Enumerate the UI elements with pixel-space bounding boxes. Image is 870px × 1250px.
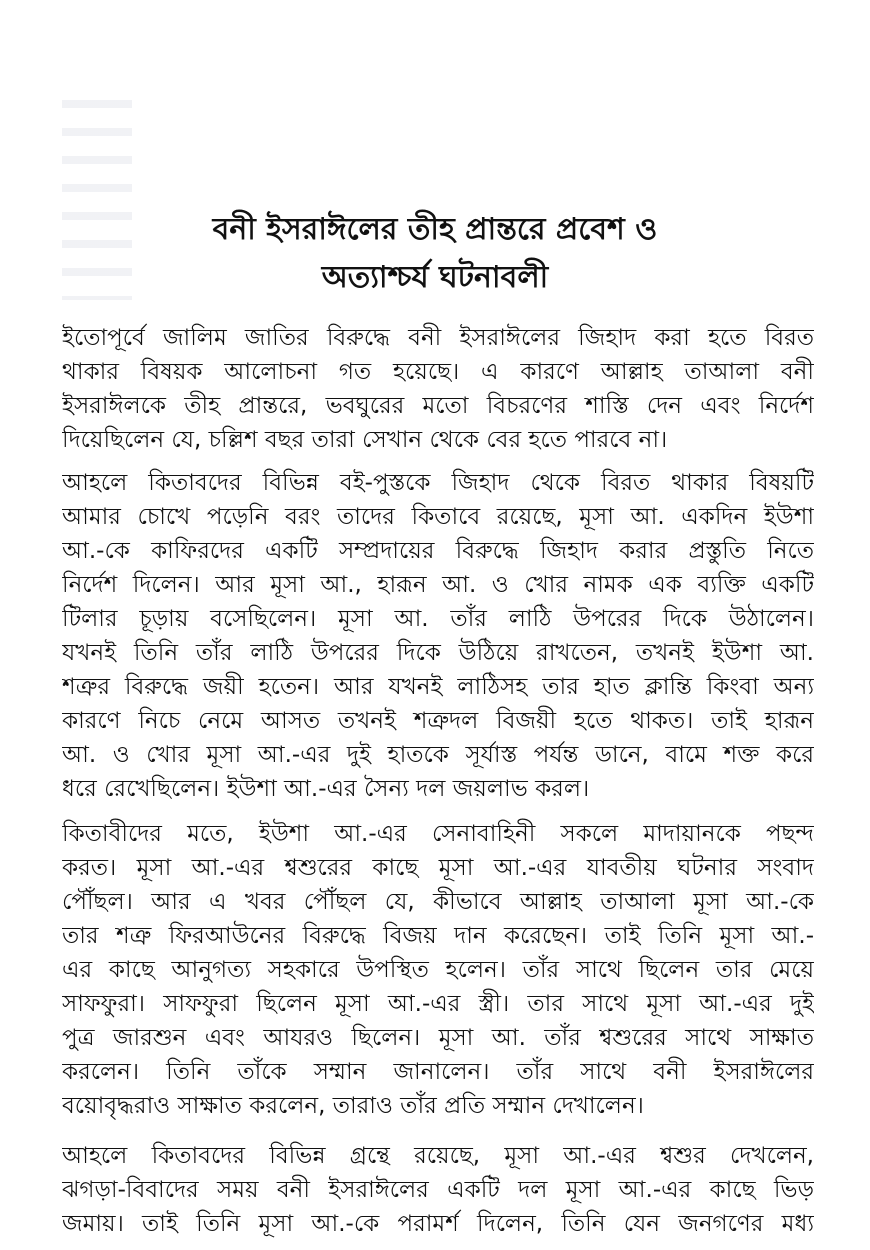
body-text-line: ইতোপূর্বে জালিম জাতির বিরুদ্ধে বনী ইসরাঈলের জিহাদ করা হতে বিরত: [62, 325, 814, 351]
body-text-line: আমার চোখে পড়েনি বরং তাদের কিতাবে রয়েছে, মূসা আ. একদিন ইউশা: [62, 504, 814, 530]
body-text-line: করত। মূসা আ.-এর শ্বশুরের কাছে মূসা আ.-এর যাবতীয় ঘটনার সংবাদ: [62, 855, 814, 881]
body-text-line: আ.-কে কাফিরদের একটি সম্প্রদায়ের বিরুদ্ধে জিহাদ করার প্রস্তুতি নিতে: [62, 538, 814, 564]
body-text-line: যখনই তিনি তাঁর লাঠি উপরের দিকে উঠিয়ে রাখতেন, তখনই ইউশা আ.: [62, 640, 814, 666]
chapter-title-line-1: বনী ইসরাঈলের তীহ প্রান্তরে প্রবেশ ও: [212, 212, 658, 247]
body-text-line: ঝগড়া-বিবাদের সময় বনী ইসরাঈলের একটি দল মূসা আ.-এর কাছে ভিড়: [62, 1177, 814, 1203]
body-text-line: কিতাবীদের মতে, ইউশা আ.-এর সেনাবাহিনী সকলে মাদায়ানকে পছন্দ: [62, 821, 814, 847]
body-text-line: এর কাছে আনুগত্য সহকারে উপস্থিত হলেন। তাঁর সাথে ছিলেন তার মেয়ে: [62, 957, 814, 983]
body-text-line: শত্রুর বিরুদ্ধে জয়ী হতেন। আর যখনই লাঠিসহ তার হাত ক্লান্তি কিংবা অন্য: [62, 674, 814, 700]
body-text-line: টিলার চূড়ায় বসেছিলেন। মূসা আ. তাঁর লাঠি উপরের দিকে উঠালেন।: [62, 606, 814, 632]
body-text-line: আহলে কিতাবদের বিভিন্ন বই-পুস্তকে জিহাদ থেকে বিরত থাকার বিষয়টি: [62, 470, 814, 496]
body-text-line: বয়োবৃদ্ধরাও সাক্ষাত করলেন, তারাও তাঁর প্রতি সম্মান দেখালেন।: [62, 1093, 644, 1119]
body-text-line: পৌঁছল। আর এ খবর পৌঁছল যে, কীভাবে আল্লাহ তাআলা মূসা আ.-কে: [62, 889, 814, 915]
body-text-line: আ. ও খোর মূসা আ.-এর দুই হাতকে সূর্যাস্ত পর্যন্ত ডানে, বামে শক্ত করে: [62, 742, 814, 768]
chapter-title-line-2: অত্যাশ্চর্য ঘটনাবলী: [321, 260, 549, 295]
body-text-line: ধরে রেখেছিলেন। ইউশা আ.-এর সৈন্য দল জয়লাভ করল।: [62, 776, 590, 802]
body-text-line: থাকার বিষয়ক আলোচনা গত হয়েছে। এ কারণে আল্লাহ তাআলা বনী: [62, 359, 814, 385]
body-text-line: সাফফুরা। সাফফুরা ছিলেন মূসা আ.-এর স্ত্রী। তার সাথে মূসা আ.-এর দুই: [62, 991, 814, 1017]
body-text-line: পুত্র জারশুন এবং আযরও ছিলেন। মূসা আ. তাঁর শ্বশুরের সাথে সাক্ষাত: [62, 1025, 814, 1051]
body-text-line: জমায়। তাই তিনি মূসা আ.-কে পরামর্শ দিলেন, তিনি যেন জনগণের মধ্য: [62, 1211, 814, 1237]
body-text-line: করলেন। তিনি তাঁকে সম্মান জানালেন। তাঁর সাথে বনী ইসরাঈলের: [62, 1059, 814, 1085]
body-text-line: কারণে নিচে নেমে আসত তখনই শত্রুদল বিজয়ী হতে থাকত। তাই হারূন: [62, 708, 814, 734]
body-text-line: তার শত্রু ফিরআউনের বিরুদ্ধে বিজয় দান করেছেন। তাই তিনি মূসা আ.-: [62, 923, 814, 949]
body-text-line: ইসরাঈলকে তীহ প্রান্তরে, ভবঘুরের মতো বিচরণের শাস্তি দেন এবং নির্দেশ: [62, 393, 814, 419]
body-text-line: নির্দেশ দিলেন। আর মূসা আ., হারূন আ. ও খোর নামক এক ব্যক্তি একটি: [62, 572, 814, 598]
body-text-line: দিয়েছিলেন যে, চল্লিশ বছর তারা সেখান থেকে বের হতে পারবে না।: [62, 427, 668, 453]
body-text-line: আহলে কিতাবদের বিভিন্ন গ্রন্থে রয়েছে, মূসা আ.-এর শ্বশুর দেখলেন,: [62, 1143, 814, 1169]
